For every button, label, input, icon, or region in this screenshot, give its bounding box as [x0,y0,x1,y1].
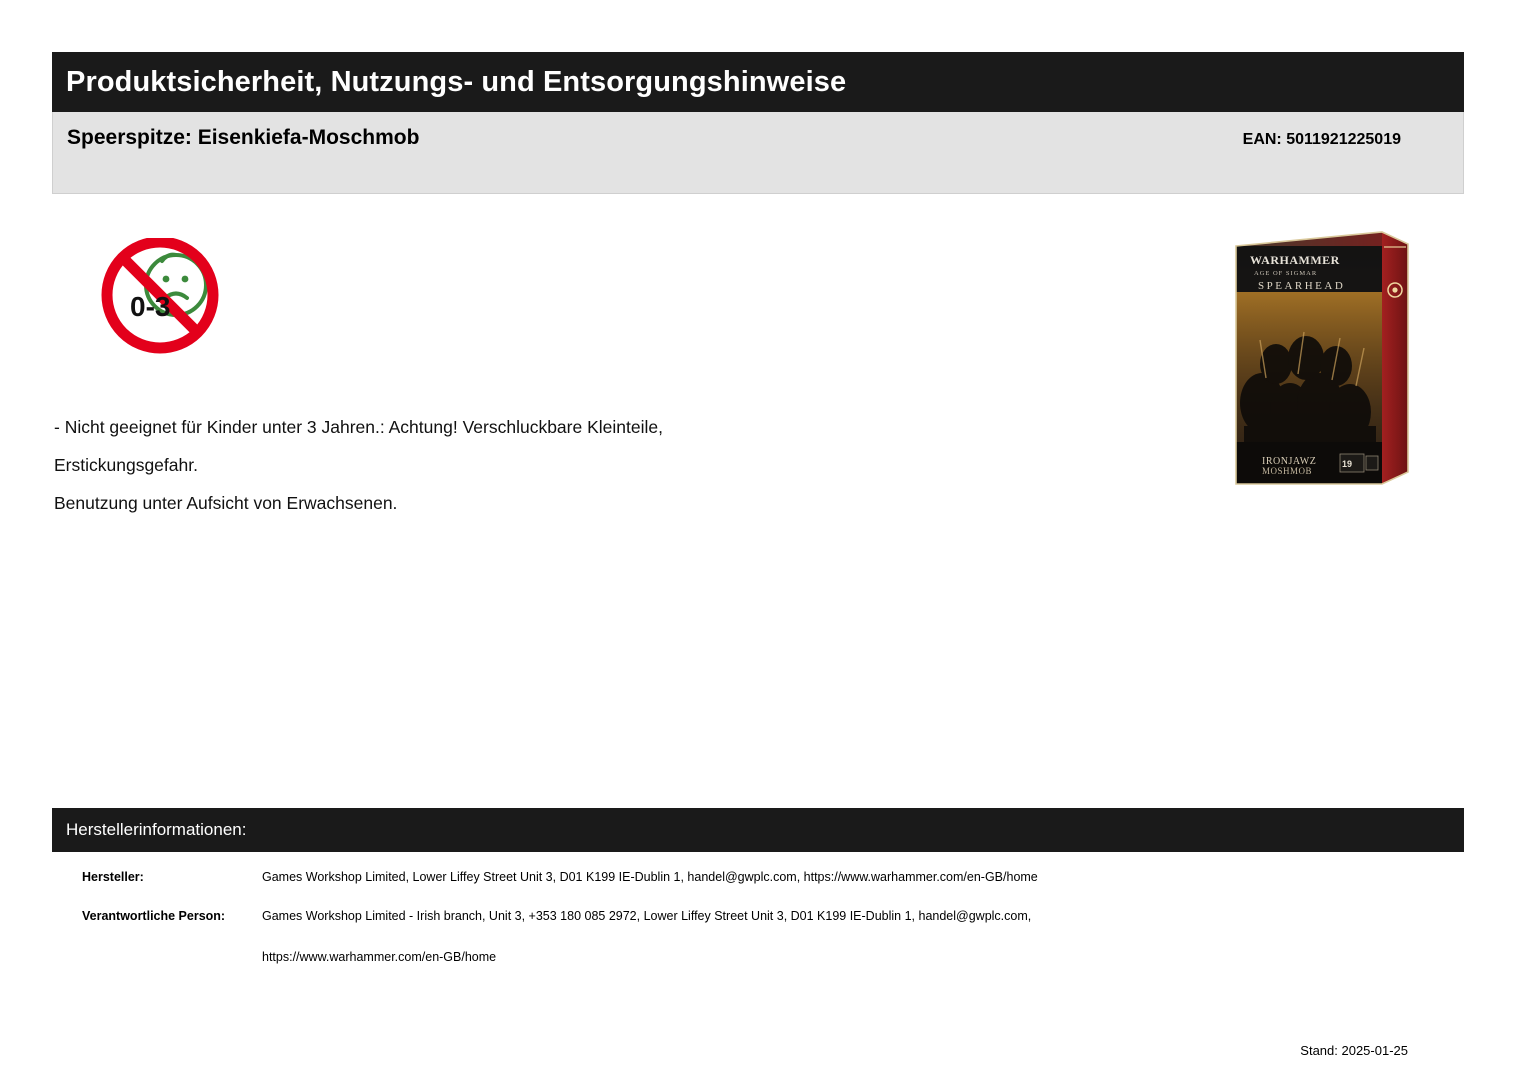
svg-text:IRONJAWZ: IRONJAWZ [1262,456,1317,467]
manufacturer-value: Games Workshop Limited, Lower Liffey Street Unit 3, D01 K199 IE-Dublin 1, handel@gwplc.com, https://www.warhammer.com/en-GB/home [262,870,1038,884]
manufacturer-details [52,852,1464,967]
product-header-band [52,112,1464,194]
svg-text:AGE OF SIGMAR: AGE OF SIGMAR [1254,270,1318,277]
product-ean: EAN: 5011921225019 [1242,131,1401,148]
warning-line-1: - Nicht geeignet für Kinder unter 3 Jahren.: Achtung! Verschluckbare Kleinteile, [54,417,663,437]
responsible-person-value [262,907,1464,967]
svg-text:0-3: 0-3 [130,291,171,322]
svg-text:WARHAMMER: WARHAMMER [1250,253,1340,267]
product-name: Speerspitze: Eisenkiefa-Moschmob [67,126,420,149]
manufacturer-section-header [52,808,1464,852]
page-title: Produktsicherheit, Nutzungs- und Entsorgungshinweise [66,65,847,98]
warning-line-2: Erstickungsgefahr. [54,455,198,475]
document-title-bar [52,52,1464,112]
responsible-person-row [52,907,1464,967]
responsible-person-value-line-2: https://www.warhammer.com/en-GB/home [262,950,497,964]
svg-text:SPEARHEAD: SPEARHEAD [1258,280,1346,292]
responsible-person-value-line-1: Games Workshop Limited - Irish branch, Unit 3, +353 180 085 2972, Lower Liffey Street Unit 3, D01 K199 IE-Dublin 1, handel@gwplc.com, [262,909,1032,923]
safety-warning-text [54,408,1134,522]
svg-text:MOSHMOB: MOSHMOB [1262,466,1313,476]
no-children-under-3-icon [88,238,232,362]
responsible-person-label: Verantwortliche Person: [82,909,226,923]
date-stamp: Stand: 2025-01-25 [1300,1043,1408,1058]
manufacturer-row [52,868,1464,887]
svg-text:19: 19 [1342,459,1353,469]
product-box-image [1232,228,1412,490]
manufacturer-label: Hersteller: [82,870,144,884]
warning-line-3: Benutzung unter Aufsicht von Erwachsenen. [54,493,398,513]
manufacturer-heading: Herstellerinformationen: [66,820,247,839]
